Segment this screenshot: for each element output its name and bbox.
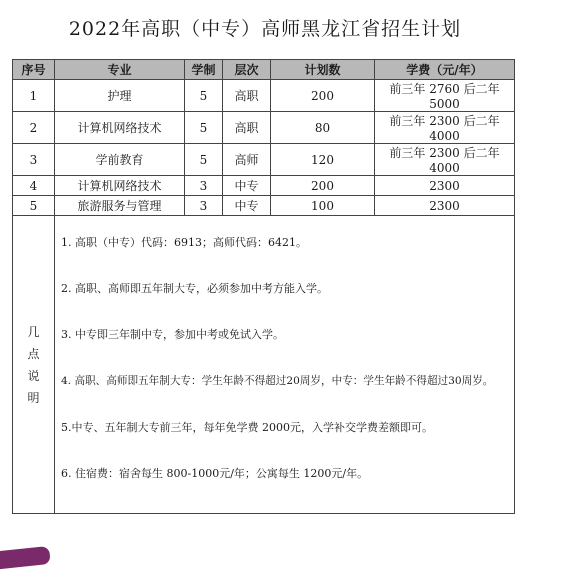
- cell-level: 中专: [223, 176, 271, 196]
- cell-years: 5: [185, 144, 223, 176]
- notes-label-char: 几: [27, 324, 40, 339]
- notes-label: [13, 216, 55, 514]
- cell-plan: 100: [271, 196, 375, 216]
- cell-no: 2: [13, 112, 55, 144]
- table-row: [13, 112, 515, 144]
- cell-plan: 200: [271, 80, 375, 112]
- cell-level: 高职: [223, 80, 271, 112]
- cell-major: 计算机网络技术: [55, 112, 185, 144]
- cell-fee: 前三年 2300 后二年 4000: [375, 112, 515, 144]
- notes-body: [55, 216, 515, 514]
- cell-major: 学前教育: [55, 144, 185, 176]
- notes-label-char: 点: [27, 346, 40, 361]
- cell-major: 护理: [55, 80, 185, 112]
- cell-years: 5: [185, 112, 223, 144]
- cell-level: 高师: [223, 144, 271, 176]
- cell-major: 旅游服务与管理: [55, 196, 185, 216]
- table-row: [13, 80, 515, 112]
- note-item: 4. 高职、高师即五年制大专：学生年龄不得超过20周岁，中专：学生年龄不得超过30周岁。: [61, 375, 494, 387]
- cell-plan: 200: [271, 176, 375, 196]
- cell-plan: 80: [271, 112, 375, 144]
- cell-major: 计算机网络技术: [55, 176, 185, 196]
- header-no: 序号: [13, 60, 55, 80]
- cell-years: 3: [185, 196, 223, 216]
- note-item: 3. 中专即三年制中专，参加中考或免试入学。: [61, 328, 284, 341]
- cell-years: 3: [185, 176, 223, 196]
- header-plan: 计划数: [271, 60, 375, 80]
- notes-label-char: 明: [27, 390, 40, 405]
- header-level: 层次: [223, 60, 271, 80]
- decorative-stripe: [0, 546, 51, 570]
- enrollment-plan-table: [12, 59, 515, 514]
- cell-plan: 120: [271, 144, 375, 176]
- note-item: 5.中专、五年制大专前三年，每年免学费 2000元，入学补交学费差额即可。: [61, 421, 433, 434]
- header-years: 学制: [185, 60, 223, 80]
- cell-level: 高职: [223, 112, 271, 144]
- cell-years: 5: [185, 80, 223, 112]
- cell-fee: 2300: [375, 176, 515, 196]
- cell-no: 1: [13, 80, 55, 112]
- cell-no: 5: [13, 196, 55, 216]
- cell-fee: 前三年 2760 后二年 5000: [375, 80, 515, 112]
- table-row: [13, 144, 515, 176]
- cell-fee: 前三年 2300 后二年 4000: [375, 144, 515, 176]
- header-fee: 学费（元/年）: [375, 60, 515, 80]
- note-item: 6. 住宿费：宿舍每生 800-1000元/年；公寓每生 1200元/年。: [61, 467, 369, 480]
- cell-no: 3: [13, 144, 55, 176]
- table-row: [13, 176, 515, 196]
- cell-fee: 2300: [375, 196, 515, 216]
- page-title: 2022年高职（中专）高师黑龙江省招生计划: [68, 18, 462, 40]
- notes-label-char: 说: [27, 368, 40, 383]
- note-item: 2. 高职、高师即五年制大专，必须参加中考方能入学。: [61, 282, 328, 295]
- cell-no: 4: [13, 176, 55, 196]
- table-row: [13, 196, 515, 216]
- header-major: 专业: [55, 60, 185, 80]
- notes-row: [13, 216, 515, 514]
- cell-level: 中专: [223, 196, 271, 216]
- table-header-row: [13, 60, 515, 80]
- note-item: 1. 高职（中专）代码：6913；高师代码：6421。: [61, 236, 307, 249]
